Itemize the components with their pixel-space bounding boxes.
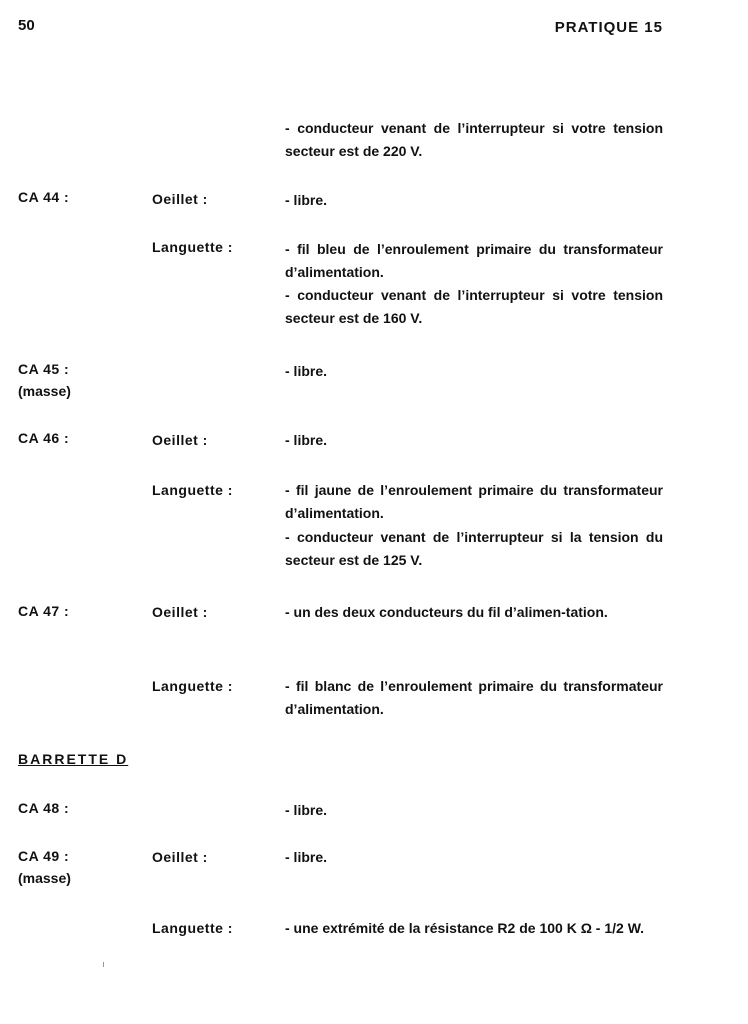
entry-code-ca44: CA 44 : [18,189,70,205]
scan-speck [103,962,104,967]
oeillet-text: - libre. [285,192,328,208]
entry-code-ca45: CA 45 : [18,361,70,377]
languette-text-2: - conducteur venant de l’interrupteur si votre tension secteur est de 160 V. [285,287,663,326]
languette-text-2: - conducteur venant de l’interrupteur si la tension du secteur est de 125 V. [285,529,663,568]
entry-text: - libre. [285,363,328,379]
languette-label: Languette : [152,482,233,498]
continuation-text: - conducteur venant de l’interrupteur si votre tension secteur est de 220 V. [285,120,663,159]
oeillet-text: - un des deux conducteurs du fil d’alimen-tation. [285,604,608,620]
entry-text: - libre. [285,802,328,818]
running-title: PRATIQUE 15 [554,19,663,36]
languette-label: Languette : [152,920,233,936]
entry-sub-masse: (masse) [18,870,71,886]
oeillet-label: Oeillet : [152,849,208,865]
oeillet-label: Oeillet : [152,432,208,448]
oeillet-text: - libre. [285,849,328,865]
section-title: BARRETTE D [18,751,129,767]
entry-code-ca46: CA 46 : [18,430,70,446]
languette-text: - fil jaune de l’enroulement primaire du transformateur d’alimentation. [285,482,663,521]
languette-label: Languette : [152,678,233,694]
oeillet-text: - libre. [285,432,328,448]
page-number: 50 [18,17,35,34]
entry-code-ca48: CA 48 : [18,800,70,816]
languette-text: - fil bleu de l’enroulement primaire du transformateur d’alimentation. [285,241,663,280]
entry-code-ca47: CA 47 : [18,603,70,619]
entry-code-ca49: CA 49 : [18,848,70,864]
languette-text: - une extrémité de la résistance R2 de 100 K Ω - 1/2 W. [285,920,645,936]
languette-text: - fil blanc de l’enroulement primaire du transformateur d’alimentation. [285,678,663,717]
oeillet-label: Oeillet : [152,191,208,207]
languette-label: Languette : [152,239,233,255]
entry-sub-masse: (masse) [18,383,71,399]
oeillet-label: Oeillet : [152,604,208,620]
